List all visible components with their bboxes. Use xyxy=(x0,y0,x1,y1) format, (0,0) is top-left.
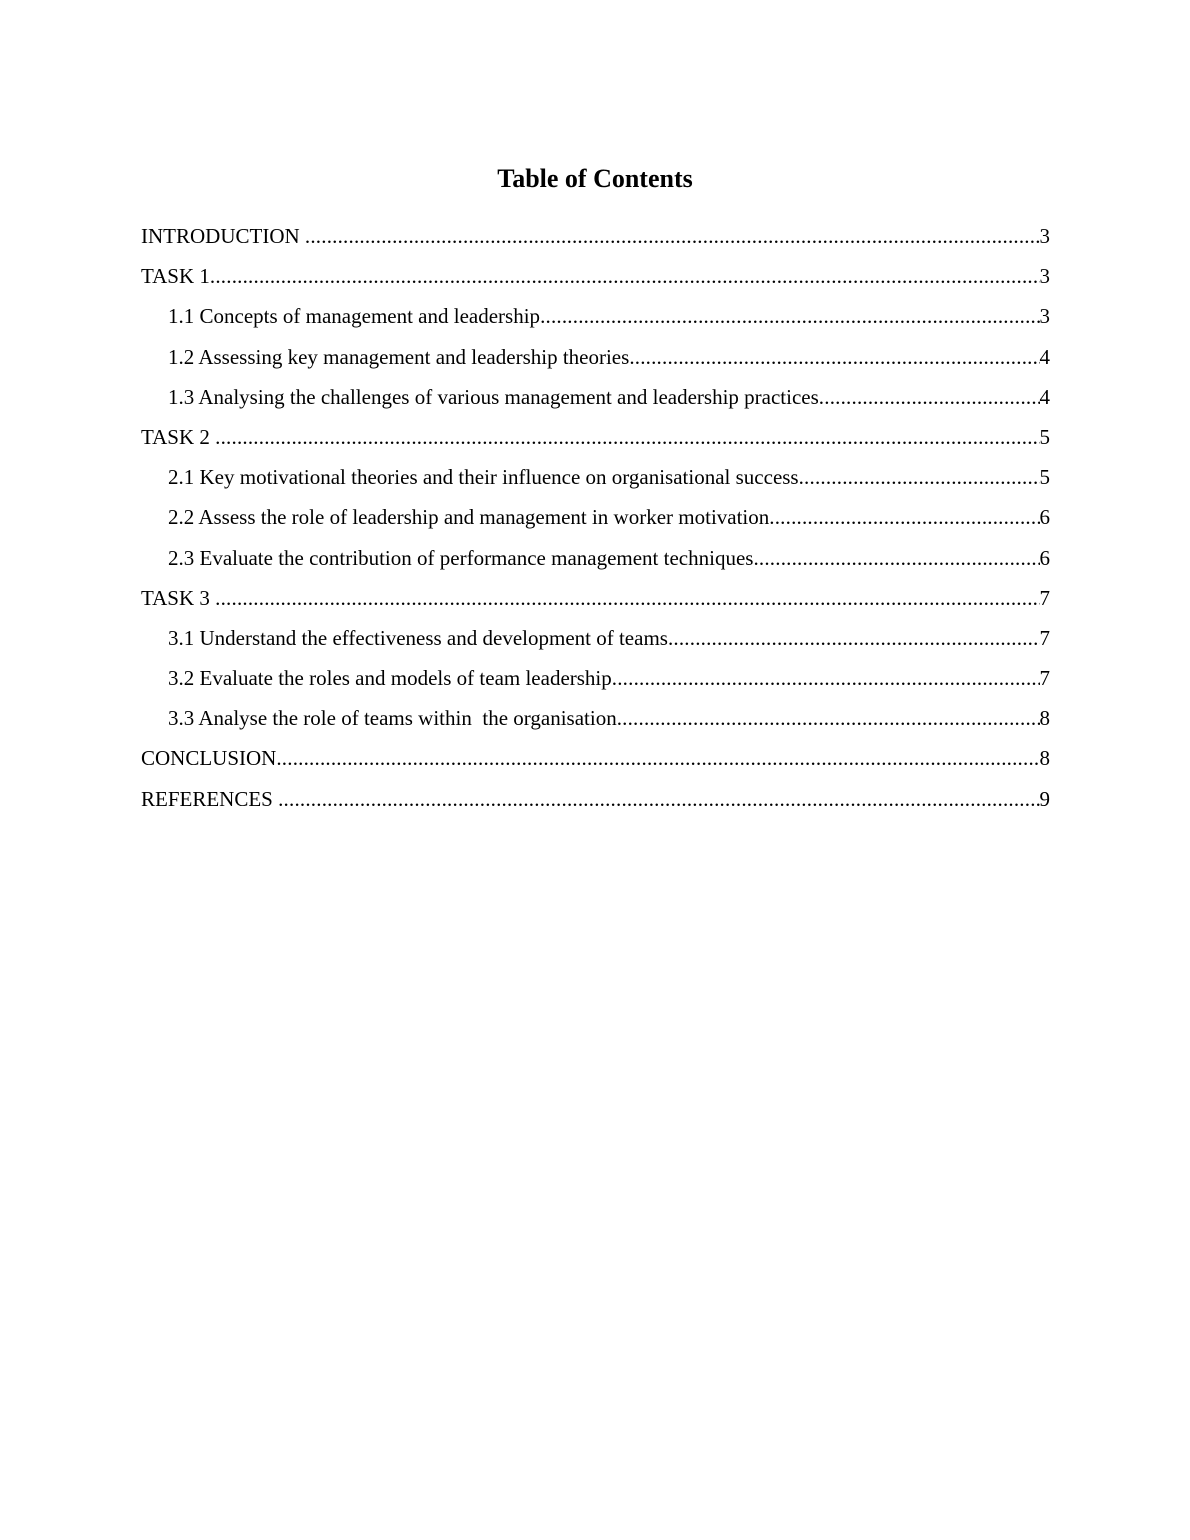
toc-entry-text: 3.1 Understand the effectiveness and development of teams xyxy=(168,625,668,650)
toc-entry-text: 2.3 Evaluate the contribution of performance management techniques xyxy=(168,545,754,570)
toc-page-number: 3 xyxy=(1039,224,1050,248)
toc-entry[interactable] xyxy=(141,618,1050,658)
toc-entry[interactable] xyxy=(141,337,1050,377)
toc-dot-leader xyxy=(612,658,1040,698)
toc-entry[interactable] xyxy=(141,296,1050,336)
toc-entry-text: TASK 3 xyxy=(141,585,216,610)
toc-entry-text: 1.1 Concepts of management and leadership xyxy=(168,304,541,329)
toc-entry-text: 3.3 Analyse the role of teams within the organisation xyxy=(168,706,617,731)
toc-entry[interactable] xyxy=(141,698,1050,738)
toc-page-number: 7 xyxy=(1039,585,1050,610)
toc-entry-text: TASK 1 xyxy=(141,264,210,289)
toc-page-number: 8 xyxy=(1039,706,1050,731)
toc-entry-text: 1.3 Analysing the challenges of various management and leadership practices xyxy=(168,384,819,409)
toc-entry[interactable] xyxy=(141,779,1050,819)
toc-entry-text: CONCLUSION xyxy=(141,746,277,771)
toc-entry[interactable] xyxy=(141,578,1050,618)
toc-dot-leader xyxy=(799,457,1040,497)
toc-entry[interactable] xyxy=(141,417,1050,457)
toc-entry-text: TASK 2 xyxy=(141,424,216,449)
toc-entry[interactable] xyxy=(141,738,1050,778)
toc-page-number: 5 xyxy=(1039,424,1050,449)
toc-dot-leader xyxy=(629,337,1039,377)
toc-entry[interactable] xyxy=(141,457,1050,497)
toc-entry[interactable] xyxy=(141,377,1050,417)
toc-dot-leader xyxy=(617,698,1040,738)
toc-page-number: 5 xyxy=(1039,465,1050,490)
toc-page-number: 4 xyxy=(1039,384,1050,409)
toc-entry-text: REFERENCES xyxy=(141,786,279,811)
toc-page-number: 8 xyxy=(1039,746,1050,771)
toc-page-number: 7 xyxy=(1039,666,1050,691)
toc-entry[interactable] xyxy=(141,256,1050,296)
toc-entry-text: 3.2 Evaluate the roles and models of team leadership xyxy=(168,666,612,691)
toc-dot-leader xyxy=(215,578,1039,618)
toc-dot-leader xyxy=(276,738,1039,778)
toc-dot-leader xyxy=(769,497,1039,537)
toc-page-number: 6 xyxy=(1039,545,1050,570)
toc-entry-text: 1.2 Assessing key management and leadership theories xyxy=(168,344,630,369)
toc-dot-leader xyxy=(540,296,1039,336)
toc-dot-leader xyxy=(668,618,1040,658)
toc-entry[interactable] xyxy=(141,497,1050,537)
toc-page-number: 4 xyxy=(1039,344,1050,369)
toc-entry-text: 2.2 Assess the role of leadership and management in worker motivation xyxy=(168,505,770,530)
toc-dot-leader xyxy=(819,377,1040,417)
toc-page-number: 9 xyxy=(1039,786,1050,811)
toc-dot-leader xyxy=(753,538,1039,578)
toc-title: Table of Contents xyxy=(497,164,693,193)
toc-page-number: 3 xyxy=(1039,264,1050,289)
toc-page-number: 7 xyxy=(1039,625,1050,650)
toc-list xyxy=(141,216,1050,819)
toc-dot-leader xyxy=(210,256,1040,296)
toc-page-number: 3 xyxy=(1039,304,1050,329)
toc-entry-text: 2.1 Key motivational theories and their influence on organisational success xyxy=(168,465,799,490)
toc-dot-leader xyxy=(215,417,1039,457)
toc-entry-text: INTRODUCTION xyxy=(141,224,305,248)
toc-dot-leader xyxy=(305,216,1040,256)
toc-entry[interactable] xyxy=(141,538,1050,578)
toc-entry[interactable] xyxy=(141,216,1050,256)
toc-dot-leader xyxy=(278,779,1039,819)
toc-page-number: 6 xyxy=(1039,505,1050,530)
toc-entry[interactable] xyxy=(141,658,1050,698)
